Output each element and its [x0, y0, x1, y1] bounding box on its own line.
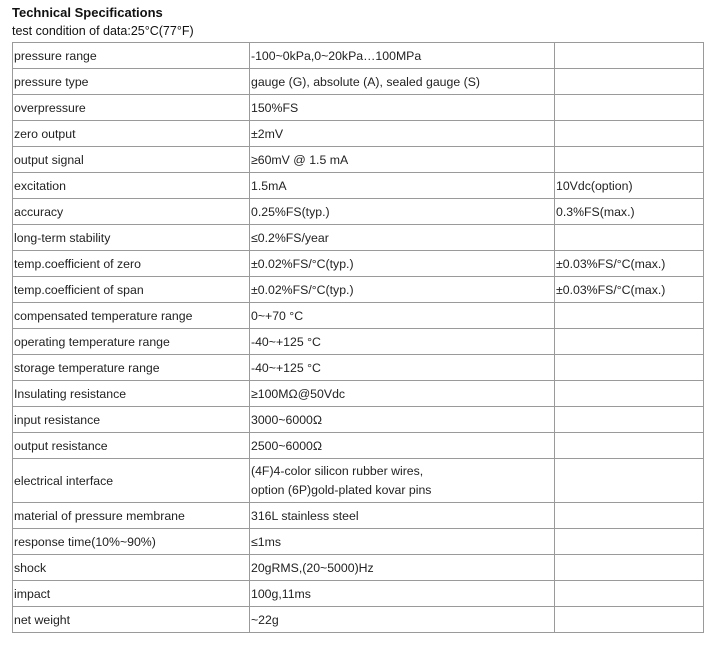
table-row — [13, 147, 704, 173]
parameter-cell: output signal — [13, 147, 250, 173]
extra-cell — [555, 303, 704, 329]
parameter-cell: Insulating resistance — [13, 381, 250, 407]
value-cell: 2500~6000Ω — [250, 433, 555, 459]
parameter-cell: operating temperature range — [13, 329, 250, 355]
page-title: Technical Specifications — [12, 5, 163, 20]
parameter-cell: shock — [13, 555, 250, 581]
value-cell: 1.5mA — [250, 173, 555, 199]
extra-cell — [555, 69, 704, 95]
extra-cell — [555, 407, 704, 433]
table-row — [13, 555, 704, 581]
parameter-cell: input resistance — [13, 407, 250, 433]
value-cell: -40~+125 °C — [250, 355, 555, 381]
table-row — [13, 581, 704, 607]
value-line: (4F)4-color silicon rubber wires, — [251, 463, 424, 478]
extra-cell — [555, 607, 704, 633]
parameter-cell: response time(10%~90%) — [13, 529, 250, 555]
table-row — [13, 69, 704, 95]
table-row — [13, 199, 704, 225]
extra-cell — [555, 433, 704, 459]
table-row — [13, 303, 704, 329]
parameter-cell: zero output — [13, 121, 250, 147]
parameter-cell: pressure range — [13, 43, 250, 69]
extra-cell — [555, 555, 704, 581]
parameter-cell: output resistance — [13, 433, 250, 459]
specifications-table — [12, 42, 704, 633]
extra-cell — [555, 529, 704, 555]
test-condition-note: test condition of data:25°C(77°F) — [12, 24, 194, 38]
extra-cell — [555, 225, 704, 251]
parameter-cell: impact — [13, 581, 250, 607]
extra-cell: ±0.03%FS/°C(max.) — [555, 251, 704, 277]
value-cell: 3000~6000Ω — [250, 407, 555, 433]
extra-cell: 10Vdc(option) — [555, 173, 704, 199]
parameter-cell: electrical interface — [13, 459, 250, 503]
table-row — [13, 433, 704, 459]
value-line: option (6P)gold-plated kovar pins — [251, 482, 432, 497]
value-cell: 20gRMS,(20~5000)Hz — [250, 555, 555, 581]
parameter-cell: overpressure — [13, 95, 250, 121]
parameter-cell: compensated temperature range — [13, 303, 250, 329]
value-cell: -100~0kPa,0~20kPa…100MPa — [250, 43, 555, 69]
table-row — [13, 329, 704, 355]
table-row — [13, 529, 704, 555]
table-row — [13, 355, 704, 381]
value-cell: ≥100MΩ@50Vdc — [250, 381, 555, 407]
parameter-cell: pressure type — [13, 69, 250, 95]
value-cell: 150%FS — [250, 95, 555, 121]
value-cell: ±0.02%FS/°C(typ.) — [250, 277, 555, 303]
parameter-cell: temp.coefficient of span — [13, 277, 250, 303]
extra-cell — [555, 43, 704, 69]
value-cell: ≤0.2%FS/year — [250, 225, 555, 251]
table-row — [13, 251, 704, 277]
extra-cell — [555, 459, 704, 503]
extra-cell — [555, 381, 704, 407]
table-row — [13, 95, 704, 121]
table-row — [13, 225, 704, 251]
value-cell: -40~+125 °C — [250, 329, 555, 355]
value-cell: ≤1ms — [250, 529, 555, 555]
parameter-cell: long-term stability — [13, 225, 250, 251]
table-row — [13, 503, 704, 529]
parameter-cell: accuracy — [13, 199, 250, 225]
parameter-cell: material of pressure membrane — [13, 503, 250, 529]
extra-cell — [555, 581, 704, 607]
table-row — [13, 607, 704, 633]
parameter-cell: excitation — [13, 173, 250, 199]
table-row — [13, 407, 704, 433]
value-cell: ±0.02%FS/°C(typ.) — [250, 251, 555, 277]
parameter-cell: temp.coefficient of zero — [13, 251, 250, 277]
parameter-cell: net weight — [13, 607, 250, 633]
table-row — [13, 43, 704, 69]
value-cell: 316L stainless steel — [250, 503, 555, 529]
extra-cell — [555, 503, 704, 529]
value-cell: ≥60mV @ 1.5 mA — [250, 147, 555, 173]
value-cell: 100g,11ms — [250, 581, 555, 607]
extra-cell: ±0.03%FS/°C(max.) — [555, 277, 704, 303]
value-cell: 0~+70 °C — [250, 303, 555, 329]
value-cell — [250, 459, 555, 503]
table-row — [13, 121, 704, 147]
table-row-electrical-interface — [13, 459, 704, 503]
value-cell: ±2mV — [250, 121, 555, 147]
value-cell: ~22g — [250, 607, 555, 633]
parameter-cell: storage temperature range — [13, 355, 250, 381]
value-cell: gauge (G), absolute (A), sealed gauge (S) — [250, 69, 555, 95]
extra-cell: 0.3%FS(max.) — [555, 199, 704, 225]
table-row — [13, 173, 704, 199]
table-row — [13, 277, 704, 303]
extra-cell — [555, 95, 704, 121]
extra-cell — [555, 147, 704, 173]
table-row — [13, 381, 704, 407]
extra-cell — [555, 121, 704, 147]
extra-cell — [555, 355, 704, 381]
value-cell: 0.25%FS(typ.) — [250, 199, 555, 225]
extra-cell — [555, 329, 704, 355]
